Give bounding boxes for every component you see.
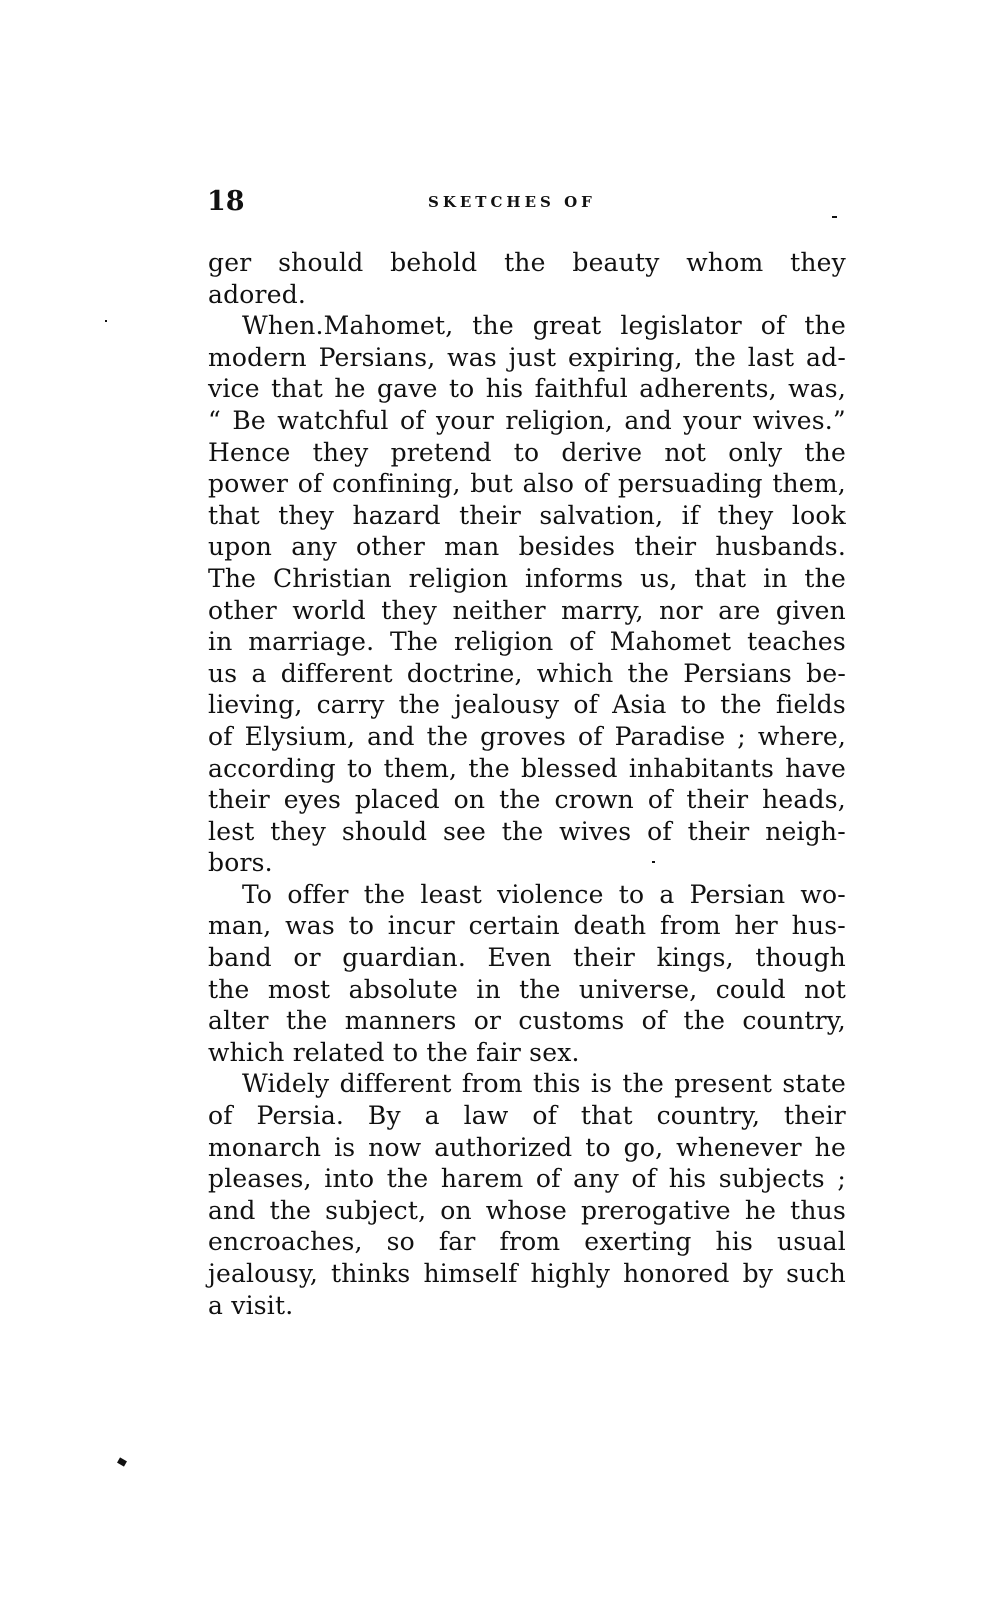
text-line: lest they should see the wives of their neigh-	[208, 816, 846, 846]
text-line: of Persia. By a law of that country, their	[208, 1101, 846, 1131]
text-line: upon any other man besides their husbands.	[208, 532, 846, 562]
text-line: When.Mahomet, the great legislator of the	[242, 311, 846, 341]
text-line: lieving, carry the jealousy of Asia to the fields	[208, 690, 846, 720]
text-line: power of confining, but also of persuading them,	[208, 469, 846, 499]
text-line: Widely different from this is the present state	[242, 1069, 846, 1099]
text-line: adored.	[208, 279, 307, 309]
ink-speck	[117, 1457, 127, 1466]
text-line: the most absolute in the universe, could not	[208, 974, 846, 1004]
text-line: jealousy, thinks himself highly honored by such	[208, 1259, 846, 1288]
text-line: that they hazard their salvation, if they look	[208, 500, 846, 530]
ink-speck	[105, 320, 107, 322]
text-line: us a different doctrine, which the Persians be-	[208, 658, 846, 688]
text-line: vice that he gave to his faithful adherents, was,	[208, 374, 846, 404]
text-line: other world they neither marry, nor are given	[208, 595, 846, 625]
text-line: of Elysium, and the groves of Paradise ; where,	[208, 721, 846, 751]
text-line: and the subject, on whose prerogative he thus	[208, 1195, 846, 1225]
text-line: which related to the fair sex.	[208, 1037, 580, 1067]
text-line: their eyes placed on the crown of their heads,	[208, 785, 846, 815]
page-number: 18	[207, 186, 245, 217]
ink-speck	[652, 861, 655, 863]
text-line: band or guardian. Even their kings, though	[208, 943, 846, 973]
text-line: a visit.	[208, 1290, 294, 1320]
text-line: in marriage. The religion of Mahomet teaches	[208, 627, 846, 657]
text-line: The Christian religion informs us, that in the	[208, 563, 846, 593]
text-line: encroaches, so far from exerting his usual	[208, 1227, 846, 1257]
ink-speck	[832, 216, 837, 218]
text-line: bors.	[208, 848, 273, 878]
text-line: pleases, into the harem of any of his subjects ;	[208, 1164, 846, 1194]
text-line: modern Persians, was just expiring, the last ad-	[208, 342, 846, 372]
running-head: SKETCHES OF	[428, 193, 596, 211]
text-line: “ Be watchful of your religion, and your wives.”	[208, 405, 846, 435]
text-line: ger should behold the beauty whom they	[208, 248, 846, 277]
text-line: To offer the least violence to a Persian wo-	[242, 879, 846, 909]
text-line: according to them, the blessed inhabitants have	[208, 753, 846, 783]
text-line: Hence they pretend to derive not only the	[208, 437, 846, 467]
text-line: man, was to incur certain death from her hus-	[208, 911, 846, 941]
text-line: alter the manners or customs of the country,	[208, 1006, 846, 1036]
body-text	[208, 247, 846, 1321]
text-line: monarch is now authorized to go, whenever he	[208, 1132, 846, 1162]
